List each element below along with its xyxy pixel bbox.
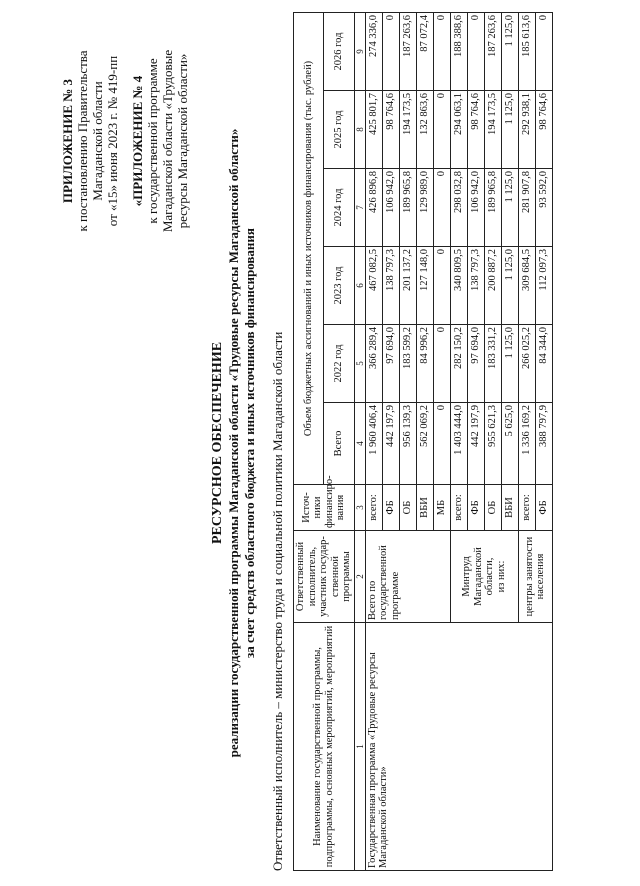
header-2023: 2023 год (324, 247, 354, 325)
value-cell: 84 344,0 (535, 325, 552, 403)
value-cell: 97 694,0 (382, 325, 399, 403)
value-cell: 956 139,3 (399, 403, 416, 485)
value-cell: 106 942,0 (382, 169, 399, 247)
value-cell: 1 125,0 (501, 91, 518, 169)
document-subtitle-2: за счет средств областного бюджета и иных источников финансирования (242, 228, 257, 658)
value-cell: 194 173,5 (399, 91, 416, 169)
value-cell: 426 896,8 (365, 169, 382, 247)
column-number: 3 (354, 485, 365, 531)
value-cell: 200 887,2 (484, 247, 501, 325)
source-cell: всего: (450, 485, 467, 531)
value-cell: 340 809,5 (450, 247, 467, 325)
value-cell: 201 137,2 (399, 247, 416, 325)
header-2026: 2026 год (324, 12, 354, 90)
header-sources: Источ-ники финансиро-вания (294, 485, 355, 531)
header-2025: 2025 год (324, 91, 354, 169)
document-title: РЕСУРСНОЕ ОБЕСПЕЧЕНИЕ (210, 341, 225, 545)
source-cell: ОБ (399, 485, 416, 531)
value-cell: 127 148,0 (416, 247, 433, 325)
value-cell: 93 592,0 (535, 169, 552, 247)
value-cell: 281 907,8 (518, 169, 535, 247)
source-cell: всего: (518, 485, 535, 531)
responsible-executor: Ответственный исполнитель – министерство труда и социальной политики Магаданской области (270, 331, 285, 871)
source-cell: МБ (433, 485, 450, 531)
value-cell: 955 621,3 (484, 403, 501, 485)
value-cell: 442 197,9 (382, 403, 399, 485)
value-cell: 442 197,9 (467, 403, 484, 485)
value-cell: 187 263,6 (399, 12, 416, 90)
group-mintrud-name: Минтруд Магаданской области, (461, 547, 495, 606)
header-name: Наименование государственной программы, подпрограммы, основных мероприятий, мероприятий (294, 623, 355, 871)
value-cell: 188 388,6 (450, 12, 467, 90)
value-cell: 1 403 444,0 (450, 403, 467, 485)
header-responsible: Ответственный исполнитель, участник государ-ственной программы (294, 531, 355, 623)
value-cell: 266 025,2 (518, 325, 535, 403)
value-cell: 5 625,0 (501, 403, 518, 485)
column-number: 9 (354, 12, 365, 90)
table-row (365, 12, 382, 870)
source-cell: всего: (365, 485, 382, 531)
group-total-label: Всего по государственной программе (365, 531, 450, 623)
source-cell: ВБИ (501, 485, 518, 531)
value-cell: 0 (433, 403, 450, 485)
value-cell: 467 082,5 (365, 247, 382, 325)
value-cell: 1 125,0 (501, 12, 518, 90)
value-cell: 1 125,0 (501, 247, 518, 325)
group-employment-centers-label: центры занятости населения (518, 531, 552, 623)
header-2022: 2022 год (324, 325, 354, 403)
value-cell: 138 797,3 (382, 247, 399, 325)
value-cell: 0 (535, 12, 552, 90)
column-number: 8 (354, 91, 365, 169)
value-cell: 0 (467, 12, 484, 90)
header-2024: 2024 год (324, 169, 354, 247)
value-cell: 1 125,0 (501, 325, 518, 403)
value-cell: 309 684,5 (518, 247, 535, 325)
appendix4-line1: к государственной программе (145, 58, 160, 224)
source-cell: ВБИ (416, 485, 433, 531)
header-total: Всего (324, 403, 354, 485)
value-cell: 129 989,0 (416, 169, 433, 247)
column-number: 1 (354, 623, 365, 871)
appendix3-line3: от «15» июня 2023 г. № 419-пп (105, 55, 120, 227)
value-cell: 562 069,2 (416, 403, 433, 485)
value-cell: 0 (433, 91, 450, 169)
value-cell: 87 072,4 (416, 12, 433, 90)
value-cell: 1 960 406,4 (365, 403, 382, 485)
document-subtitle: реализации государственной программы Магаданской области «Трудовые ресурсы Магаданской области» (226, 128, 241, 758)
value-cell: 425 801,7 (365, 91, 382, 169)
value-cell: 292 938,1 (518, 91, 535, 169)
column-number: 6 (354, 247, 365, 325)
source-cell: ОБ (484, 485, 501, 531)
value-cell: 366 289,4 (365, 325, 382, 403)
value-cell: 0 (433, 247, 450, 325)
value-cell: 138 797,3 (467, 247, 484, 325)
value-cell: 0 (433, 169, 450, 247)
appendix-header (60, 16, 190, 266)
value-cell: 1 336 169,2 (518, 403, 535, 485)
source-cell: ФБ (382, 485, 399, 531)
value-cell: 189 965,8 (399, 169, 416, 247)
value-cell: 388 797,9 (535, 403, 552, 485)
value-cell: 132 863,6 (416, 91, 433, 169)
group-mintrud-sublabel: из них: (495, 560, 507, 593)
appendix3-line2: Магаданской области (90, 81, 105, 201)
value-cell: 98 764,6 (467, 91, 484, 169)
source-cell: ФБ (535, 485, 552, 531)
value-cell: 98 764,6 (535, 91, 552, 169)
appendix3-line1: к постановлению Правительства (75, 50, 90, 232)
appendix4-line3: ресурсы Магаданской области» (175, 53, 190, 229)
value-cell: 97 694,0 (467, 325, 484, 403)
value-cell: 282 150,2 (450, 325, 467, 403)
appendix4-title: «ПРИЛОЖЕНИЕ № 4 (130, 75, 145, 207)
appendix4-line2: Магаданской области «Трудовые (160, 49, 175, 233)
value-cell: 298 032,8 (450, 169, 467, 247)
value-cell: 1 125,0 (501, 169, 518, 247)
value-cell: 194 173,5 (484, 91, 501, 169)
header-volume: Объем бюджетных ассигнований и иных источников финансирования (тыс. рублей) (294, 12, 324, 484)
value-cell: 185 613,6 (518, 12, 535, 90)
value-cell: 84 996,2 (416, 325, 433, 403)
value-cell: 98 764,6 (382, 91, 399, 169)
column-number: 5 (354, 325, 365, 403)
value-cell: 106 942,0 (467, 169, 484, 247)
value-cell: 112 097,3 (535, 247, 552, 325)
value-cell: 183 599,2 (399, 325, 416, 403)
column-number: 7 (354, 169, 365, 247)
column-number: 2 (354, 531, 365, 623)
value-cell: 183 331,2 (484, 325, 501, 403)
column-numbers-row (354, 12, 365, 870)
appendix3-title: ПРИЛОЖЕНИЕ № 3 (60, 78, 75, 204)
value-cell: 0 (382, 12, 399, 90)
value-cell: 0 (433, 325, 450, 403)
source-cell: ФБ (467, 485, 484, 531)
resource-table (293, 12, 553, 871)
value-cell: 0 (433, 12, 450, 90)
value-cell: 294 063,1 (450, 91, 467, 169)
value-cell: 187 263,6 (484, 12, 501, 90)
group-mintrud-label (450, 531, 518, 623)
value-cell: 189 965,8 (484, 169, 501, 247)
column-number: 4 (354, 403, 365, 485)
value-cell: 274 336,0 (365, 12, 382, 90)
program-name-cell: Государственная программа «Трудовые ресурсы Магаданской области» (365, 623, 552, 871)
